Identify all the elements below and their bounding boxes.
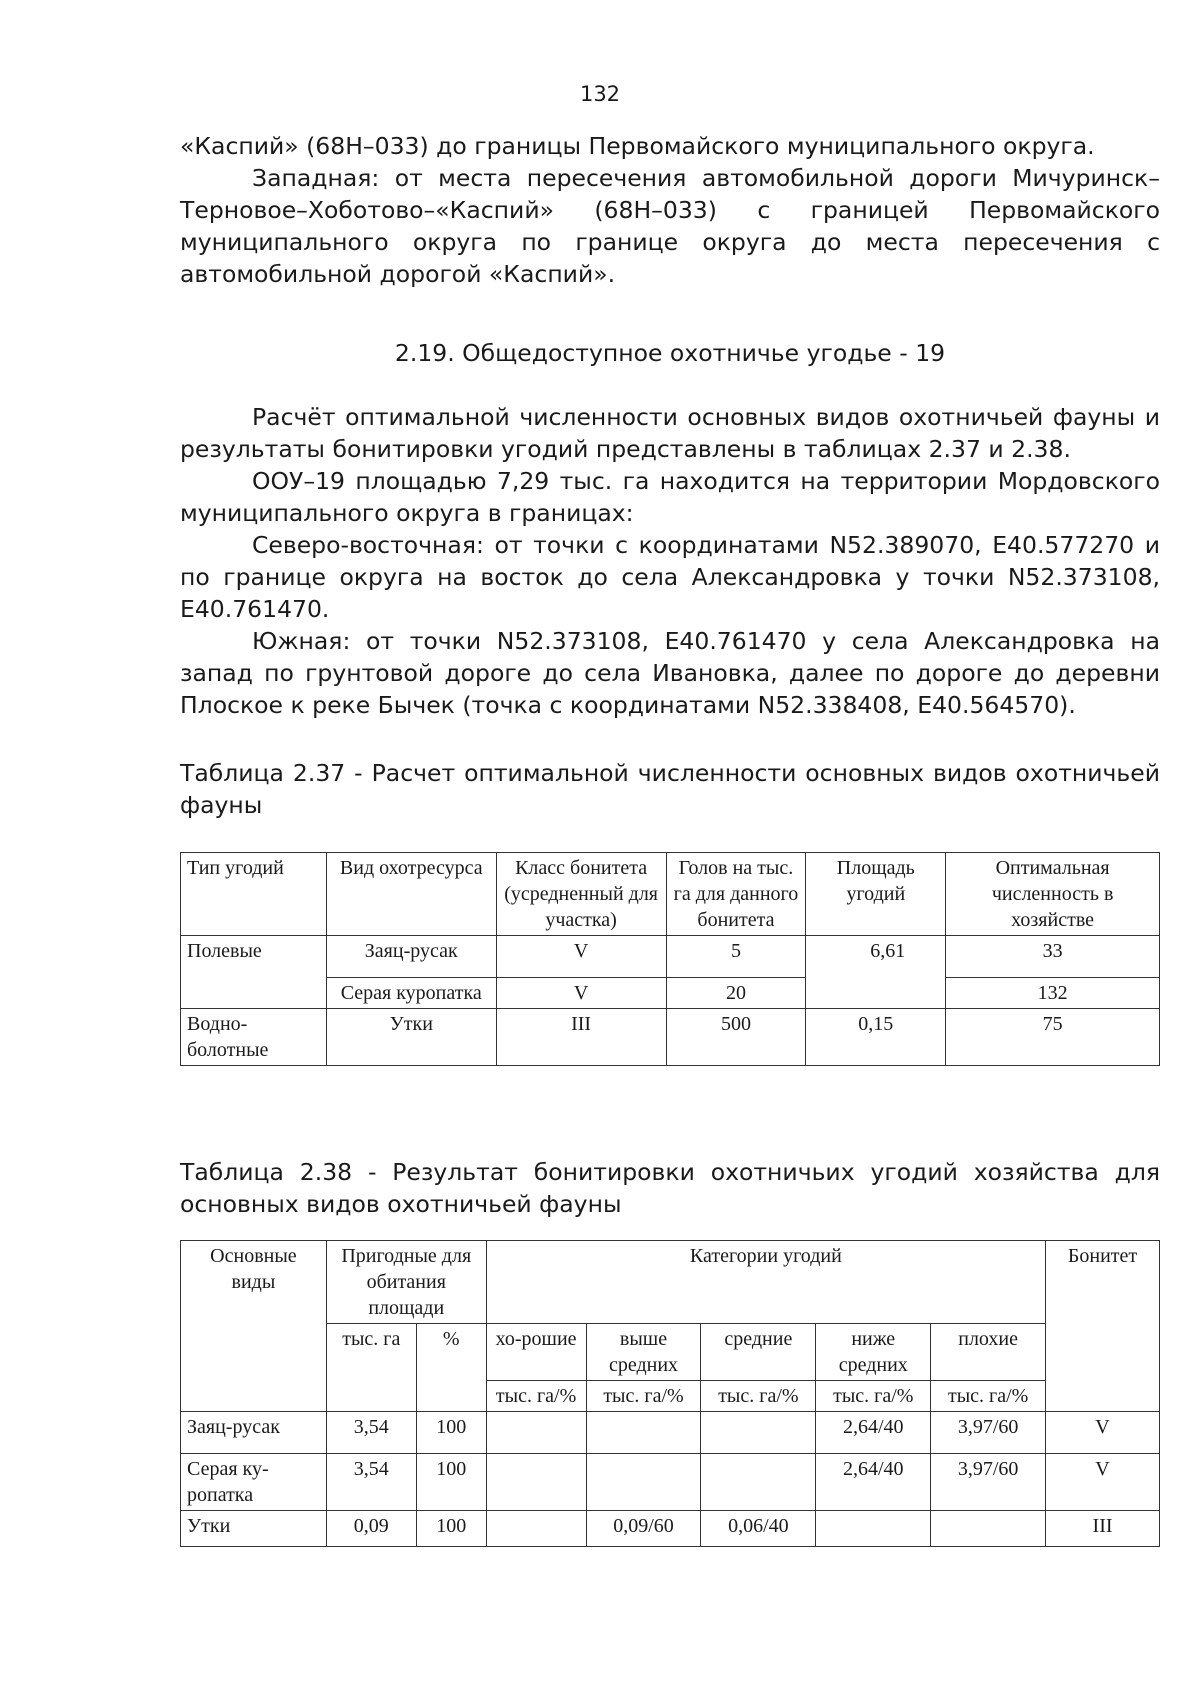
table-237	[180, 852, 1160, 1066]
table-cell: Заяц-русак	[181, 1412, 327, 1454]
table-row	[181, 978, 1160, 1009]
table-cell	[486, 1511, 586, 1547]
header-cell: Оптимальная численность в хозяйстве	[946, 853, 1160, 936]
header-cell: Вид охотресурса	[326, 853, 496, 936]
table-cell: 3,97/60	[931, 1454, 1046, 1511]
header-cell: тыс. га	[326, 1324, 416, 1412]
table-cell	[701, 1412, 816, 1454]
table-cell: 100	[416, 1511, 486, 1547]
table-header-row	[181, 1324, 1160, 1381]
header-cell: тыс. га/%	[816, 1381, 931, 1412]
paragraph-1: «Каспий» (68Н–033) до границы Первомайского муниципального округа.	[180, 132, 1095, 160]
table-cell: 100	[416, 1412, 486, 1454]
header-cell: Площадь угодий	[806, 853, 946, 936]
table-row	[181, 1454, 1160, 1511]
table-237-caption: Таблица 2.37 - Расчет оптимальной численности основных видов охотничьей фауны	[180, 759, 1160, 819]
table-cell: III	[496, 1009, 666, 1066]
table-cell: Полевые	[181, 936, 327, 1009]
header-cell: тыс. га/%	[701, 1381, 816, 1412]
header-cell: %	[416, 1324, 486, 1412]
paragraph-4: ООУ–19 площадью 7,29 тыс. га находится на территории Мордовского муниципального округа в границах:	[180, 467, 1160, 527]
table-cell	[586, 1454, 701, 1511]
paragraph-5: Северо-восточная: от точки с координатами N52.389070, Е40.577270 и по границе округа на восток до села Александровка у точки N52.373108, Е40.761470.	[180, 531, 1160, 623]
table-cell: 0,15	[806, 1009, 946, 1066]
table-cell: 2,64/40	[816, 1454, 931, 1511]
table-cell: 132	[946, 978, 1160, 1009]
header-cell: выше средних	[586, 1324, 701, 1381]
header-cell: Класс бонитета (усредненный для участка)	[496, 853, 666, 936]
table-cell: 100	[416, 1454, 486, 1511]
header-cell: Тип угодий	[181, 853, 327, 936]
table-cell: 3,97/60	[931, 1412, 1046, 1454]
table-cell: Утки	[326, 1009, 496, 1066]
intro-text	[180, 130, 1160, 290]
header-cell: ниже средних	[816, 1324, 931, 1381]
table-238-caption: Таблица 2.38 - Результат бонитировки охотничьих угодий хозяйства для основных видов охотничьей фауны	[180, 1158, 1160, 1218]
table-header-row	[181, 853, 1160, 936]
header-cell: Бонитет	[1046, 1241, 1160, 1412]
table-cell: 6,61	[806, 936, 946, 1009]
header-cell: Голов на тыс. га для данного бонитета	[666, 853, 806, 936]
paragraph-6: Южная: от точки N52.373108, Е40.761470 у села Александровка на запад по грунтовой дороге до села Ивановка, далее по дороге до деревни Плоское к реке Бычек (точка с координатами N52.338408, Е40.564570).	[180, 627, 1160, 719]
table-row	[181, 1009, 1160, 1066]
paragraph-3: Расчёт оптимальной численности основных видов охотничьей фауны и результаты бонитировки угодий представлены в таблицах 2.37 и 2.38.	[180, 403, 1160, 463]
table-cell	[486, 1412, 586, 1454]
main-text	[180, 401, 1160, 721]
table-cell: 5	[666, 936, 806, 978]
table-row	[181, 936, 1160, 978]
header-cell: тыс. га/%	[586, 1381, 701, 1412]
table-cell: 20	[666, 978, 806, 1009]
table-cell: Заяц-русак	[326, 936, 496, 978]
header-cell: тыс. га/%	[931, 1381, 1046, 1412]
table-cell: 0,09	[326, 1511, 416, 1547]
header-cell: Пригодные для обитания площади	[326, 1241, 486, 1324]
section-heading: 2.19. Общедоступное охотничье угодье - 19	[394, 339, 946, 367]
table-cell: 2,64/40	[816, 1412, 931, 1454]
table-cell: V	[496, 978, 666, 1009]
table-cell: Водно-болотные	[181, 1009, 327, 1066]
table-cell: 500	[666, 1009, 806, 1066]
table-cell: V	[1046, 1412, 1160, 1454]
header-cell: Категории угодий	[486, 1241, 1045, 1324]
header-cell: средние	[701, 1324, 816, 1381]
table-cell: 75	[946, 1009, 1160, 1066]
table-row	[181, 1412, 1160, 1454]
header-cell: Основные виды	[181, 1241, 327, 1412]
table-cell: V	[496, 936, 666, 978]
table-cell	[586, 1412, 701, 1454]
table-cell	[931, 1511, 1046, 1547]
table-cell	[816, 1511, 931, 1547]
table-cell: 0,09/60	[586, 1511, 701, 1547]
table-cell: 3,54	[326, 1412, 416, 1454]
table-cell: 0,06/40	[701, 1511, 816, 1547]
header-cell: хо-рошие	[486, 1324, 586, 1381]
table-cell	[701, 1454, 816, 1511]
table-cell: III	[1046, 1511, 1160, 1547]
table-cell: 3,54	[326, 1454, 416, 1511]
table-cell: Серая ку-ропатка	[181, 1454, 327, 1511]
table-row	[181, 1511, 1160, 1547]
table-238	[180, 1240, 1160, 1547]
table-cell: Серая куропатка	[326, 978, 496, 1009]
header-cell: плохие	[931, 1324, 1046, 1381]
table-cell	[486, 1454, 586, 1511]
table-cell: 33	[946, 936, 1160, 978]
paragraph-2: Западная: от места пересечения автомобильной дороги Мичуринск–Терновое–Хоботово–«Каспий» (68Н–033) с границей Первомайского муниципального округа по границе округа до места пересечения с автомобильной дорогой «Каспий».	[180, 164, 1160, 288]
header-cell: тыс. га/%	[486, 1381, 586, 1412]
table-cell: V	[1046, 1454, 1160, 1511]
table-cell: Утки	[181, 1511, 327, 1547]
table-header-row	[181, 1241, 1160, 1324]
page-number: 132	[579, 82, 621, 106]
